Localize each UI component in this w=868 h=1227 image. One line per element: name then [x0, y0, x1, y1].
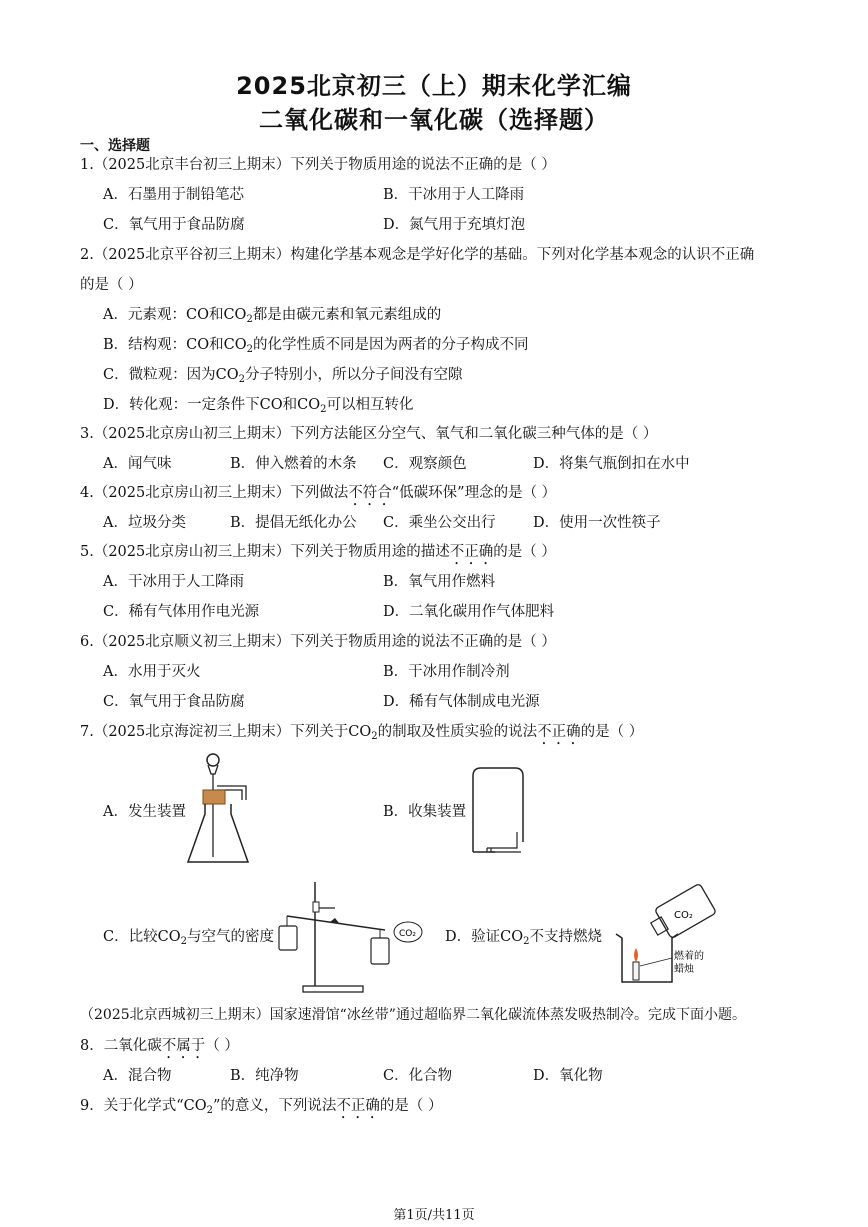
q3-option-c: C．观察颜色 [383, 456, 467, 472]
q4-option-d: D．使用一次性筷子 [533, 515, 661, 531]
question-3-stem: 3.（2025北京房山初三上期末）下列方法能区分空气、氧气和二氧化碳三种气体的是（ ） [80, 426, 658, 442]
q8-option-c: C．化合物 [383, 1068, 453, 1084]
question-1-stem: 1.（2025北京丰台初三上期末）下列关于物质用途的说法不正确的是（ ） [80, 157, 556, 173]
co2-bottle-label: CO₂ [674, 910, 693, 921]
q5-option-c: C．稀有气体用作电光源 [103, 604, 260, 620]
question-8-stem: 8．二氧化碳不属于（ ） [80, 1038, 239, 1054]
question-7-stem: 7.（2025北京海淀初三上期末）下列关于$CO_2$的制取及性质实验的说法不正确的是（ ） [80, 724, 644, 742]
q1-option-d: D．氮气用于充填灯泡 [383, 217, 526, 233]
q2-option-d: D．转化观：一定条件下CO和$CO_2$可以相互转化 [103, 397, 414, 415]
question-9-stem: 9．关于化学式“$CO_2$”的意义，下列说法不正确的是（ ） [80, 1098, 443, 1116]
density-balance-figure [275, 878, 433, 996]
q5-option-b: B．氧气用作燃料 [383, 574, 496, 590]
q6-option-c: C．氧气用于食品防腐 [103, 694, 245, 710]
co2-balance-label: CO₂ [399, 929, 416, 939]
q4-option-c: C．乘坐公交出行 [383, 515, 496, 531]
q3-option-a: A．闻气味 [103, 456, 172, 472]
title-line1: 2025北京初三（上）期末化学汇编 [236, 72, 632, 100]
q3-option-b: B．伸入燃着的木条 [230, 456, 357, 472]
title-line2: 二氧化碳和一氧化碳（选择题） [259, 106, 609, 134]
q1-option-c: C．氧气用于食品防腐 [103, 217, 245, 233]
q1-option-a: A．石墨用于制铅笔芯 [103, 187, 244, 203]
question-2-stem-line2: 的是（ ） [80, 277, 143, 293]
q7-option-b: B．收集装置 [383, 804, 467, 820]
question-4-stem: 4.（2025北京房山初三上期末）下列做法不符合“低碳环保”理念的是（ ） [80, 485, 557, 501]
q4-option-b: B．提倡无纸化办公 [230, 515, 357, 531]
question-5-stem: 5.（2025北京房山初三上期末）下列关于物质用途的描述不正确的是（ ） [80, 544, 556, 560]
q4-option-a: A．垃圾分类 [103, 515, 186, 531]
q7-option-d: D．验证$CO_2$不支持燃烧 [445, 929, 602, 947]
q6-option-a: A．水用于灭火 [103, 664, 201, 680]
collection-bottle-figure [465, 762, 535, 854]
q6-option-b: B．干冰用作制冷剂 [383, 664, 510, 680]
q7-option-c: C．比较$CO_2$与空气的密度 [103, 929, 274, 947]
q8-option-a: A．混合物 [103, 1068, 172, 1084]
q2-option-b: B．结构观：CO和$CO_2$的化学性质不同是因为两者的分子构成不同 [103, 337, 529, 355]
generator-apparatus-figure [180, 752, 260, 870]
q7-option-a: A．发生装置 [103, 804, 186, 820]
q5-option-d: D．二氧化碳用作气体肥料 [383, 604, 555, 620]
q5-option-a: A．干冰用于人工降雨 [103, 574, 244, 590]
reading-passage: （2025北京西城初三上期末）国家速滑馆“冰丝带”通过超临界二氧化碳流体蒸发吸热制冷。完成下面小题。 [80, 1007, 746, 1023]
q8-option-b: B．纯净物 [230, 1068, 299, 1084]
q1-option-b: B．干冰用于人工降雨 [383, 187, 525, 203]
candle-label-line1: 燃着的 [674, 951, 704, 962]
question-2-stem-line1: 2.（2025北京平谷初三上期末）构建化学基本观念是学好化学的基础。下列对化学基本观念的认识不正确 [80, 247, 755, 263]
page-footer: 第1页/共11页 [393, 1208, 475, 1223]
candle-beaker-figure [612, 878, 727, 988]
q3-option-d: D．将集气瓶倒扣在水中 [533, 456, 690, 472]
candle-label-line2: 蜡烛 [674, 964, 694, 975]
q8-option-d: D．氧化物 [533, 1068, 603, 1084]
q2-option-c: C．微粒观：因为$CO_2$分子特别小，所以分子间没有空隙 [103, 367, 463, 385]
q2-option-a: A．元素观：CO和$CO_2$都是由碳元素和氧元素组成的 [103, 307, 442, 325]
section-heading: 一、选择题 [80, 138, 150, 154]
question-6-stem: 6.（2025北京顺义初三上期末）下列关于物质用途的说法不正确的是（ ） [80, 634, 556, 650]
q6-option-d: D．稀有气体制成电光源 [383, 694, 540, 710]
